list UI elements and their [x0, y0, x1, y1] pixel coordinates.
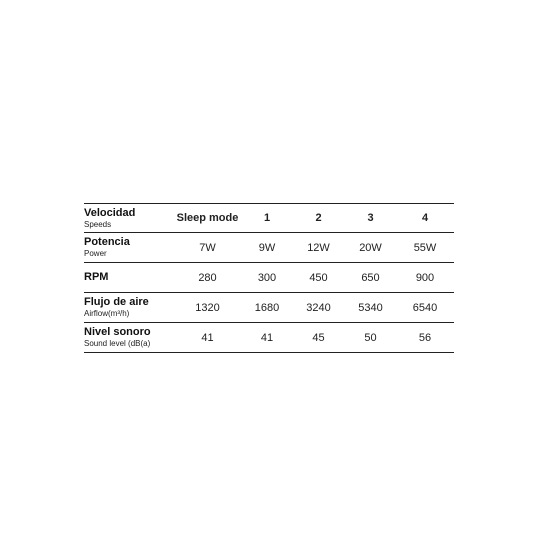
row-label-main: Potencia — [84, 236, 130, 248]
table-cell: 1320 — [173, 293, 242, 323]
table-cell: 300 — [242, 263, 292, 293]
table-cell: 45 — [292, 323, 345, 353]
table-cell: 12W — [292, 233, 345, 263]
table-cell: 280 — [173, 263, 242, 293]
table-cell: 50 — [345, 323, 396, 353]
row-label — [84, 263, 173, 293]
table-row-rpm — [84, 263, 454, 293]
table-cell: 450 — [292, 263, 345, 293]
column-header-speed-1: 1 — [242, 204, 292, 233]
table-cell: 650 — [345, 263, 396, 293]
column-header-speed-3: 3 — [345, 204, 396, 233]
speed-spec-table — [84, 203, 454, 353]
row-label-sub: Speeds — [84, 219, 112, 229]
table-cell: 41 — [173, 323, 242, 353]
table-cell: 7W — [173, 233, 242, 263]
column-header-speed-2: 2 — [292, 204, 345, 233]
row-label-sub: Power — [84, 249, 107, 258]
row-label-sub: Sound level (dB(a) — [84, 339, 151, 348]
table-cell: 55W — [396, 233, 454, 263]
table-cell: 3240 — [292, 293, 345, 323]
row-label — [84, 293, 173, 323]
row-label — [84, 323, 173, 353]
row-label-main: RPM — [84, 271, 109, 283]
table-cell: 20W — [345, 233, 396, 263]
table-cell: 5340 — [345, 293, 396, 323]
table-row-airflow — [84, 293, 454, 323]
table-cell: 41 — [242, 323, 292, 353]
table-cell: 1680 — [242, 293, 292, 323]
table-cell: 900 — [396, 263, 454, 293]
table-row-power — [84, 233, 454, 263]
column-header-speed-4: 4 — [396, 204, 454, 233]
row-label — [84, 204, 173, 233]
column-header-sleep-mode: Sleep mode — [173, 204, 242, 233]
row-label-main: Velocidad — [84, 206, 136, 219]
row-label-main: Nivel sonoro — [84, 326, 151, 338]
table-header-row — [84, 204, 454, 233]
row-label-sub: Airflow(m³/h) — [84, 309, 130, 318]
table-cell: 56 — [396, 323, 454, 353]
row-label — [84, 233, 173, 263]
row-label-main: Flujo de aire — [84, 296, 149, 308]
table-cell: 6540 — [396, 293, 454, 323]
table-row-sound-level — [84, 323, 454, 353]
table-cell: 9W — [242, 233, 292, 263]
